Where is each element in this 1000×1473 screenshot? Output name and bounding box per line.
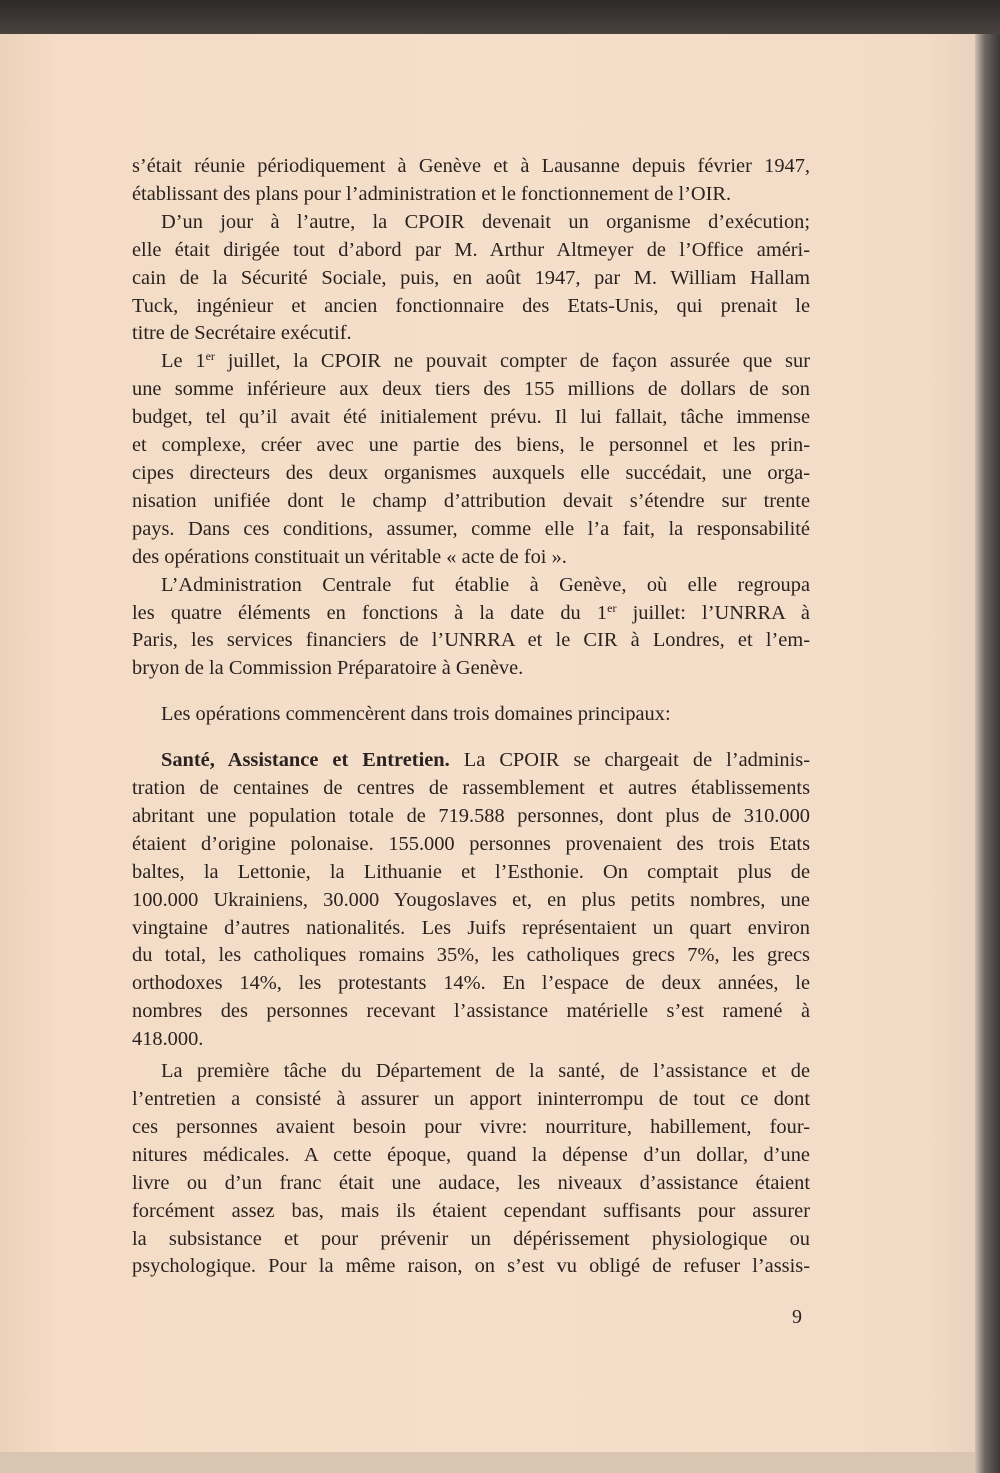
text-line: nisation unifiée dont le champ d’attribution devait s’étendre sur trente [132,489,810,512]
text-line: des opérations constituait un véritable « acte de foi ». [132,545,567,568]
text-line: l’entretien a consisté à assurer un apport ininterrompu de tout ce dont [132,1088,810,1110]
text-line: tration de centaines de centres de rassemblement et autres établissements [132,777,810,800]
paragraph [132,209,810,349]
superscript: er [607,600,617,615]
paragraph [132,348,810,571]
text-line: ces personnes avaient besoin pour vivre: nourriture, habillement, four- [132,1115,810,1138]
paragraph [132,572,810,684]
text-line: livre ou d’un franc était une audace, les niveaux d’assistance étaient [132,1171,810,1194]
text-line: elle était dirigée tout d’abord par M. Arthur Altmeyer de l’Office améri- [132,238,810,261]
text-line: forcément assez bas, mais ils étaient cependant suffisants pour assurer [132,1199,810,1222]
text-line: Paris, les services financiers de l’UNRRA et le CIR à Londres, et l’em- [132,629,810,652]
text-line [132,348,810,376]
text-line: pays. Dans ces conditions, assumer, comme elle l’a fait, la responsabilité [132,517,810,540]
superscript: er [205,349,215,364]
paragraph [132,1058,810,1281]
text-line: du total, les catholiques romains 35%, les catholiques grecs 7%, les grecs [132,944,810,967]
text-line: nombres des personnes recevant l’assistance matérielle s’est ramené à [132,1000,810,1023]
text-line: 100.000 Ukrainiens, 30.000 Yougoslaves et, en plus petits nombres, une [132,888,810,911]
text-line: établissant des plans pour l’administration et le fonctionnement de l’OIR. [132,182,732,205]
text-line: vingtaine d’autres nationalités. Les Juifs représentaient un quart environ [132,916,810,939]
text-line [132,600,810,628]
text-segment: juillet, la CPOIR ne pouvait compter de façon assurée que sur [214,350,810,373]
text-line: et complexe, créer avec une partie des biens, le personnel et les prin- [132,434,810,457]
text-line: La première tâche du Département de la santé, de l’assistance et de [161,1060,810,1083]
text-line [132,747,810,775]
text-segment: Le 1 [161,350,206,373]
body-text [132,153,810,1281]
paragraph [132,153,810,209]
text-line: orthodoxes 14%, les protestants 14%. En l’espace de deux années, le [132,972,810,995]
text-line: cipes directeurs des deux organismes auxquels elle succédait, une orga- [132,461,810,484]
text-line: Tuck, ingénieur et ancien fonctionnaire des Etats-Unis, qui prenait le [132,294,810,317]
paragraph [132,747,810,1054]
text-line: une somme inférieure aux deux tiers des 155 millions de dollars de son [132,378,810,401]
text-segment: juillet: l’UNRRA à [616,601,810,624]
text-line: L’Administration Centrale fut établie à Genève, où elle regroupa [161,573,810,596]
text-line: D’un jour à l’autre, la CPOIR devenait un organisme d’exécution; [161,210,810,233]
text-line: la subsistance et pour prévenir un dépérissement physiologique ou [132,1227,810,1250]
text-segment: La CPOIR se chargeait de l’adminis- [449,749,810,772]
text-line: abritant une population totale de 719.588 personnes, dont plus de 310.000 [132,804,810,827]
section-heading: Santé, Assistance et Entretien. [161,749,450,772]
text-line: titre de Secrétaire exécutif. [132,322,352,345]
text-segment: les quatre éléments en fonctions à la date du 1 [132,601,608,624]
text-line: psychologique. Pour la même raison, on s’est vu obligé de refuser l’assis- [132,1255,810,1278]
text-line: budget, tel qu’il avait été initialement prévu. Il lui fallait, tâche immense [132,406,810,429]
paragraph [132,701,810,729]
page-bottom-edge [0,1452,975,1473]
text-line: Les opérations commencèrent dans trois domaines principaux: [161,703,671,726]
text-line: nitures médicales. A cette époque, quand la dépense d’un dollar, d’une [132,1143,810,1166]
text-line: s’était réunie périodiquement à Genève et à Lausanne depuis février 1947, [132,155,810,177]
scan-right-border [975,34,1000,1473]
text-line: cain de la Sécurité Sociale, puis, en août 1947, par M. William Hallam [132,266,810,289]
text-line: bryon de la Commission Préparatoire à Genève. [132,657,524,680]
page-number: 9 [792,1306,802,1328]
text-line: 418.000. [132,1028,204,1051]
scan-top-border [0,0,1000,36]
text-line: baltes, la Lettonie, la Lithuanie et l’Esthonie. On comptait plus de [132,860,810,883]
text-line: étaient d’origine polonaise. 155.000 personnes provenaient des trois Etats [132,832,810,855]
